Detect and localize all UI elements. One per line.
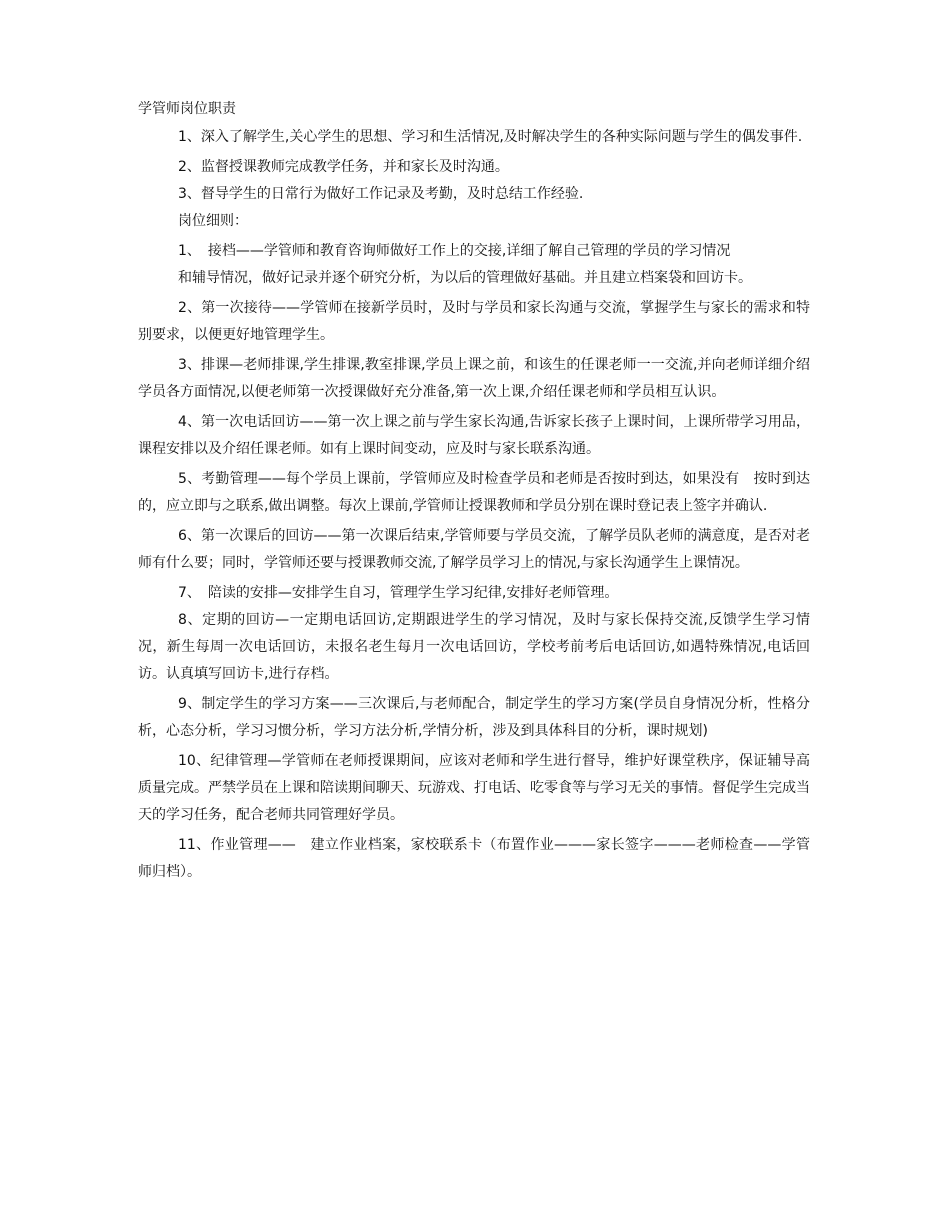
paragraph-duty-2: 2、监督授课教师完成教学任务，并和家长及时沟通。 — [178, 159, 509, 175]
paragraph-duty-3: 3、督导学生的日常行为做好工作记录及考勤，及时总结工作经验. — [178, 186, 584, 202]
document-title: 学管师岗位职责 — [138, 101, 236, 117]
paragraph-rule-10: 10、纪律管理—学管师在老师授课期间，应该对老师和学生进行督导，维护好课堂秩序，保证辅导高质量完成。严禁学员在上课和陪读期间聊天、玩游戏、打电话、吃零食等与学习无关的事情。督促学生完成当天的学习任务，配合老师共同管理好学员。 — [138, 753, 810, 823]
paragraph-duty-1: 1、深入了解学生,关心学生的思想、学习和生活情况,及时解决学生的各种实际问题与学生的偶发事件. — [178, 129, 803, 145]
paragraph-rule-11: 11、作业管理—— 建立作业档案，家校联系卡（布置作业———家长签字———老师检查——学管师归档）。 — [138, 837, 810, 880]
paragraph-rule-5: 5、考勤管理——每个学员上课前，学管师应及时检查学员和老师是否按时到达，如果没有 按时到达的，应立即与之联系,做出调整。每次上课前,学管师让授课教师和学员分别在课时登记表上签字并确认. — [138, 471, 810, 514]
paragraph-rule-1-continued: 和辅导情况，做好记录并逐个研究分析，为以后的管理做好基础。并且建立档案袋和回访卡。 — [178, 270, 752, 286]
document-body — [138, 98, 810, 889]
paragraph-rule-9: 9、制定学生的学习方案——三次课后,与老师配合，制定学生的学习方案(学员自身情况分析，性格分析，心态分析，学习习惯分析，学习方法分析,学情分析，涉及到具体科目的分析，课时规划) — [138, 696, 810, 739]
paragraph-rule-4: 4、第一次电话回访——第一次上课之前与学生家长沟通,告诉家长孩子上课时间，上课所带学习用品，课程安排以及介绍任课老师。如有上课时间变动，应及时与家长联系沟通。 — [138, 414, 810, 457]
paragraph-rules-heading: 岗位细则： — [178, 213, 248, 229]
paragraph-rule-3: 3、排课—老师排课,学生排课,教室排课,学员上课之前，和该生的任课老师一一交流,并向老师详细介绍学员各方面情况,以便老师第一次授课做好充分准备,第一次上课,介绍任课老师和学员相互认识。 — [138, 357, 810, 400]
paragraph-rule-2: 2、第一次接待——学管师在接新学员时，及时与学员和家长沟通与交流，掌握学生与家长的需求和特别要求，以便更好地管理学生。 — [138, 300, 810, 343]
paragraph-rule-1: 1、 接档——学管师和教育咨询师做好工作上的交接,详细了解自己管理的学员的学习情况 — [178, 243, 731, 259]
paragraph-rule-6: 6、第一次课后的回访——第一次课后结束,学管师要与学员交流，了解学员队老师的满意度，是否对老师有什么要；同时，学管师还要与授课教师交流,了解学员学习上的情况,与家长沟通学生上课情况。 — [138, 528, 810, 571]
paragraph-rule-7: 7、 陪读的安排—安排学生自习，管理学生学习纪律,安排好老师管理。 — [178, 585, 619, 601]
paragraph-rule-8: 8、定期的回访—一定期电话回访,定期跟进学生的学习情况，及时与家长保持交流,反馈学生学习情况，新生每周一次电话回访，未报名老生每月一次电话回访，学校考前考后电话回访,如遇特殊情况,电话回访。认真填写回访卡,进行存档。 — [138, 612, 810, 682]
